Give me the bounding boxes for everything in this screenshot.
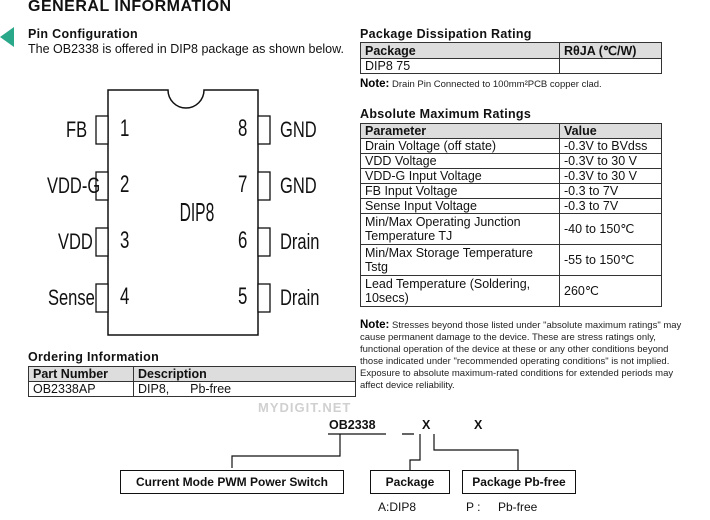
cell-part-number: OB2338AP [29, 382, 134, 397]
cell-value: -0.3 to 7V [560, 199, 662, 214]
table-header-row [361, 124, 662, 139]
table-row [361, 199, 662, 214]
pin-num-8: 8 [238, 115, 248, 142]
cell-parameter: VDD-G Input Voltage [361, 169, 560, 184]
pin-label-drain-6: Drain [280, 229, 320, 254]
page-title: GENERAL INFORMATION [28, 0, 232, 15]
pin-num-7: 7 [238, 171, 248, 198]
dissipation-heading: Package Dissipation Rating [360, 27, 532, 41]
pin-config-heading: Pin Configuration [28, 27, 138, 41]
package-option: A:DIP8 [378, 500, 417, 514]
cell-value: -40 to 150℃ [560, 214, 662, 245]
table-row [361, 184, 662, 199]
pin-label-gnd-8: GND [280, 117, 317, 142]
pin-num-5: 5 [238, 283, 248, 310]
dissipation-note: Note: Drain Pin Connected to 100mm²PCB copper clad. [360, 78, 602, 90]
pinout-diagram [28, 85, 358, 345]
cell-package: DIP8 75 [361, 59, 560, 74]
chip-label: DIP8 [179, 197, 215, 227]
pin-label-sense: Sense [48, 285, 95, 310]
col-header-desc: Description [134, 367, 356, 382]
dissipation-table [360, 42, 662, 74]
part-code-base: OB2338 [329, 418, 376, 432]
watermark: MYDIGIT.NET [258, 400, 352, 415]
pin-label-drain-5: Drain [280, 285, 320, 310]
cell-parameter: FB Input Voltage [361, 184, 560, 199]
section-marker [0, 27, 14, 47]
pbfree-key: P : [466, 500, 481, 514]
pin-config-text: The OB2338 is offered in DIP8 package as shown below. [28, 42, 344, 56]
cell-value: -55 to 150℃ [560, 245, 662, 276]
pin-label-vdd: VDD [58, 229, 93, 254]
table-row [361, 276, 662, 307]
col-header-parameter: Parameter [361, 124, 560, 139]
box-package: Package [370, 470, 450, 494]
pbfree-value: Pb-free [498, 500, 538, 514]
pin-label-gnd-7: GND [280, 173, 317, 198]
part-code-diagram [0, 410, 710, 520]
abs-max-heading: Absolute Maximum Ratings [360, 107, 532, 121]
pin-num-2: 2 [120, 171, 130, 198]
box-package-pbfree: Package Pb-free [462, 470, 576, 494]
table-row [361, 59, 662, 74]
pin-label-vddg: VDD-G [47, 173, 101, 198]
col-header-part: Part Number [29, 367, 134, 382]
part-code-x2: X [474, 418, 483, 432]
pin-num-3: 3 [120, 227, 130, 254]
cell-value: -0.3V to BVdss [560, 139, 662, 154]
table-row [361, 154, 662, 169]
cell-parameter: VDD Voltage [361, 154, 560, 169]
box-product-type: Current Mode PWM Power Switch [120, 470, 344, 494]
cell-value: -0.3V to 30 V [560, 154, 662, 169]
pin-label-fb: FB [66, 117, 88, 142]
cell-parameter: Sense Input Voltage [361, 199, 560, 214]
part-code-x1: X [422, 418, 431, 432]
col-header-rtheta: RθJA (℃/W) [560, 43, 662, 59]
cell-parameter: Lead Temperature (Soldering, 10secs) [361, 276, 560, 307]
col-header-package: Package [361, 43, 560, 59]
pin-num-1: 1 [120, 115, 130, 142]
table-row [361, 169, 662, 184]
table-row [29, 382, 356, 397]
col-header-value: Value [560, 124, 662, 139]
ordering-heading: Ordering Information [28, 350, 159, 364]
cell-parameter: Min/Max Operating Junction Temperature TJ [361, 214, 560, 245]
cell-value: -0.3V to 30 V [560, 169, 662, 184]
cell-parameter: Min/Max Storage Temperature Tstg [361, 245, 560, 276]
abs-max-table [360, 123, 662, 307]
table-header-row [29, 367, 356, 382]
cell-empty [560, 59, 662, 74]
cell-description: DIP8, Pb-free [134, 382, 356, 397]
pin-num-6: 6 [238, 227, 248, 254]
ordering-table [28, 366, 356, 397]
cell-value: 260℃ [560, 276, 662, 307]
table-row [361, 245, 662, 276]
cell-parameter: Drain Voltage (off state) [361, 139, 560, 154]
cell-value: -0.3 to 7V [560, 184, 662, 199]
abs-max-note: Note: Stresses beyond those listed under "absolute maximum ratings" may cause permanent damage to the device. These are stress ratings only, functional operation of the device at these or any other conditions beyond those indicated under "recommended operating conditions" is not implied. Exposure to absolute maximum-rated conditions for extended periods may affect device reliability. [360, 319, 682, 391]
pin-num-4: 4 [120, 283, 130, 310]
table-row [361, 214, 662, 245]
table-row [361, 139, 662, 154]
table-header-row [361, 43, 662, 59]
